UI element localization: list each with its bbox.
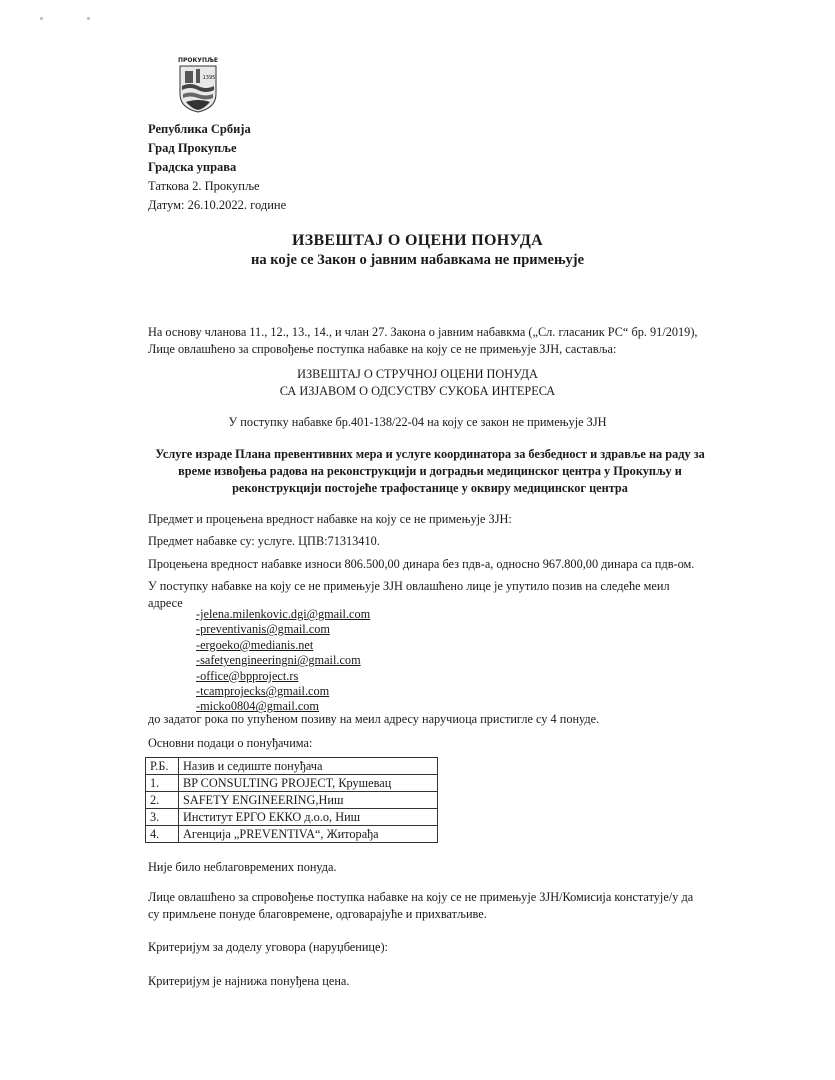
row-number: 3.: [146, 809, 179, 826]
scan-speck: [87, 17, 90, 20]
statement-line: су примљене понуде благовремене, одговарајуће и прихватљиве.: [148, 907, 487, 921]
email-address: -micko0804@gmail.com: [196, 699, 319, 714]
header-date: Датум: 26.10.2022. године: [148, 198, 287, 212]
invitation-line: У поступку набавке на коју се не примењује ЗЈН овлашћено лице је упутило позив на следеће меил: [148, 579, 670, 593]
subject-line: реконструкцији постојеће трафостанице у оквиру медицинског центра: [232, 481, 628, 495]
subject-line: Услуге израде Плана превентивних мера и услуге координатора за безбедност и здравље на раду за: [155, 447, 705, 461]
bidder-name: Агенција „PREVENTIVA“, Житорађа: [179, 826, 438, 843]
criteria-heading: Критеријум за доделу уговора (наруџбенице):: [148, 940, 388, 954]
email-address: -tcamprojecks@gmail.com: [196, 684, 330, 699]
bidders-heading: Основни подаци о понуђачима:: [148, 736, 313, 750]
legal-basis-line: Лице овлашћено за спровођење поступка набавке на коју се не примењује ЗЈН, саставља:: [148, 342, 617, 356]
header-address: Таткова 2. Прокупље: [148, 179, 260, 193]
estimated-value: Процењена вредност набавке износи 806.500,00 динара без пдв-а, односно 967.800,00 динара са пдв-ом.: [148, 557, 695, 571]
no-late-bids: Није било неблаговремених понуда.: [148, 860, 337, 874]
header-country: Република Србија: [148, 122, 251, 136]
report-heading: [0, 366, 835, 400]
email-address: -safetyengineeringni@gmail.com: [196, 653, 361, 668]
table-header-row: [146, 758, 438, 775]
table-row: [146, 792, 438, 809]
header-city: Град Прокупље: [148, 141, 237, 155]
details-heading: Предмет и процењена вредност набавке на коју се не примењује ЗЈН:: [148, 512, 512, 526]
award-criteria: Критеријум је најнижа понуђена цена.: [148, 974, 350, 988]
legal-basis-line: На основу чланова 11., 12., 13., 14., и члан 27. Закона о јавним набавкма („Сл. гласаник РС“ бр. 91/2019),: [148, 325, 698, 339]
column-header-name: Назив и седиште понуђача: [179, 758, 438, 775]
procedure-number: У поступку набавке бр.401-138/22-04 на коју се закон не примењује ЗЈН: [228, 415, 607, 429]
scan-speck: [40, 17, 43, 20]
column-header-rb: Р.Б.: [146, 758, 179, 775]
bids-received: до задатог рока по упућеном позиву на меил адресу наручиоца пристигле су 4 понуде.: [148, 712, 600, 726]
document-subtitle: на које се Закон о јавним набавкама не примењује: [250, 252, 585, 268]
row-number: 1.: [146, 775, 179, 792]
header-administration: Градска управа: [148, 160, 237, 174]
bidder-name: SAFETY ENGINEERING,Ниш: [179, 792, 438, 809]
email-address: -jelena.milenkovic.dgi@gmail.com: [196, 607, 371, 621]
svg-text:ПРОКУПЉЕ: ПРОКУПЉЕ: [177, 57, 219, 64]
row-number: 2.: [146, 792, 179, 809]
subject-line: време извођења радова на реконструкцији и доградњи медицинског центра у Прокупљу и: [178, 464, 682, 478]
svg-text:1395: 1395: [202, 75, 216, 81]
table-row: [146, 775, 438, 792]
compliance-statement: [148, 889, 768, 923]
procurement-subject: [120, 446, 740, 497]
bidder-name: BP CONSULTING PROJECT, Крушевац: [179, 775, 438, 792]
bidder-name: Институт ЕРГО ЕККО д.о.о, Ниш: [179, 809, 438, 826]
legal-basis: [148, 324, 768, 358]
row-number: 4.: [146, 826, 179, 843]
report-heading-line: ИЗВЕШТАЈ О СТРУЧНОЈ ОЦЕНИ ПОНУДА: [297, 367, 538, 381]
email-address: -preventivanis@gmail.com: [196, 622, 330, 637]
bidders-table: [145, 757, 438, 843]
statement-line: Лице овлашћено за спровођење поступка набавке на коју се не примењује ЗЈН/Комисија констатује/у да: [148, 890, 694, 904]
email-list: [196, 607, 370, 715]
invitation-line: адресе: [148, 596, 183, 610]
city-crest-logo: [176, 54, 220, 114]
email-address: -office@bpproject.rs: [196, 668, 299, 683]
table-row: [146, 826, 438, 843]
document-title: ИЗВЕШТАЈ О ОЦЕНИ ПОНУДА: [291, 232, 544, 249]
issuer-header: [148, 120, 286, 215]
procurement-object: Предмет набавке су: услуге. ЦПВ:71313410.: [148, 534, 380, 548]
report-heading-line: СА ИЗЈАВОМ О ОДСУСТВУ СУКОБА ИНТЕРЕСА: [279, 384, 556, 398]
table-row: [146, 809, 438, 826]
email-address: -ergoeko@medianis.net: [196, 637, 314, 652]
